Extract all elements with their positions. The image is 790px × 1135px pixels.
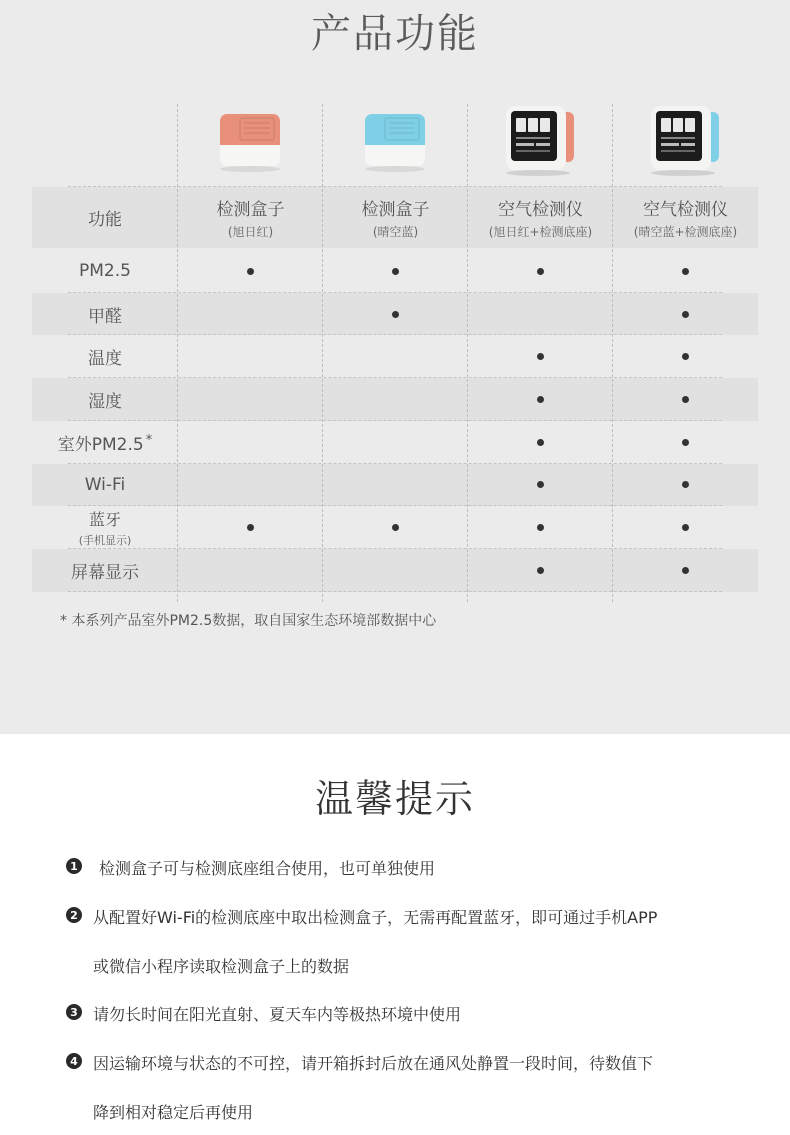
feature-name: 甲醛 [88,306,122,327]
table-footnote: * 本系列产品室外PM2.5数据，取自国家生态环境部数据中心 [60,613,437,629]
supported-dot [392,268,399,275]
grid-line [467,104,468,602]
feature-name: 室外PM2.5 * [57,432,153,455]
feature-cell [32,464,178,507]
tip-text: 从配置好Wi-Fi的检测底座中取出检测盒子，无需再配置蓝牙，即可通过手机APP [93,908,658,927]
product-name: 检测盒子 [361,200,430,220]
feature-note: (手机显示) [78,534,132,548]
table-row [32,421,758,464]
product-name: 检测盒子 [216,200,285,220]
tip-text: 请勿长时间在阳光直射、夏天车内等极热环境中使用 [93,1005,462,1024]
tips-title: 温馨提示 [314,777,475,821]
table-row [32,378,758,421]
feature-name: 温度 [88,349,122,370]
feature-cell [32,378,178,421]
supported-dot [537,481,544,488]
support-cell [613,250,758,293]
supported-dot [392,311,399,318]
tip-text: 检测盒子可与检测底座组合使用，也可单独使用 [99,859,436,878]
support-cell [178,421,323,464]
tip-number-badge: 1 [66,858,82,874]
support-cell [468,421,613,464]
support-cell [468,549,613,592]
supported-dot [682,567,689,574]
support-cell [613,464,758,507]
header-feature-label: 功能 [88,210,122,230]
tip-text: 或微信小程序读取检测盒子上的数据 [93,957,350,976]
support-cell [323,421,468,464]
support-cell [323,250,468,293]
supported-dot [537,439,544,446]
detection-box-image [214,112,286,176]
supported-dot [537,353,544,360]
supported-dot [682,481,689,488]
feature-name: Wi-Fi [84,474,126,495]
support-cell [178,464,323,507]
table-row [32,335,758,378]
table-row [32,506,758,549]
grid-line [177,104,178,602]
supported-dot [537,396,544,403]
product-header-cell [178,187,323,248]
feature-name: 湿度 [88,391,122,412]
supported-dot [682,524,689,531]
support-cell [468,464,613,507]
header-feature-cell [32,187,178,248]
tip-number-badge: 2 [66,907,82,923]
product-name: 空气检测仪 [643,200,728,220]
table-row [32,293,758,336]
support-cell [613,378,758,421]
support-cell [613,335,758,378]
feature-name: PM2.5 [79,261,131,282]
feature-cell [32,293,178,336]
air-monitor-image [647,104,723,180]
supported-dot [682,439,689,446]
support-cell [613,549,758,592]
supported-dot [682,311,689,318]
support-cell [178,549,323,592]
row-divider [68,186,722,187]
table-row [32,250,758,293]
supported-dot [682,353,689,360]
tip-number-badge: 4 [66,1053,82,1069]
support-cell [178,293,323,336]
product-header-cell [323,187,468,248]
product-variant: (晴空蓝+检测底座) [633,225,738,239]
support-cell [613,506,758,549]
air-monitor-image [502,104,578,180]
product-variant: (晴空蓝) [372,225,419,239]
feature-cell [32,335,178,378]
support-cell [323,549,468,592]
feature-cell [32,421,178,464]
feature-cell [32,250,178,293]
feature-name: 蓝牙 [88,510,121,530]
table-row [32,464,758,507]
tip-text: 降到相对稳定后再使用 [93,1103,254,1122]
support-cell [323,506,468,549]
support-cell [468,293,613,336]
supported-dot [247,524,254,531]
support-cell [178,506,323,549]
table-header-row [32,187,758,248]
footnote-marker: * [145,432,153,448]
support-cell [323,464,468,507]
support-cell [178,378,323,421]
product-header-cell [468,187,613,248]
support-cell [613,421,758,464]
support-cell [178,250,323,293]
supported-dot [537,567,544,574]
support-cell [323,293,468,336]
feature-cell [32,506,178,549]
supported-dot [537,524,544,531]
supported-dot [682,268,689,275]
support-cell [323,335,468,378]
product-header-cell [613,187,758,248]
support-cell [178,335,323,378]
tip-text: 因运输环境与状态的不可控，请开箱拆封后放在通风处静置一段时间，待数值下 [93,1054,654,1073]
detection-box-image [359,112,431,176]
grid-line [612,104,613,602]
feature-name: 屏幕显示 [71,562,139,583]
section-title: 产品功能 [311,11,479,57]
support-cell [468,250,613,293]
support-cell [468,506,613,549]
support-cell [468,378,613,421]
support-cell [613,293,758,336]
supported-dot [392,524,399,531]
product-name: 空气检测仪 [498,200,583,220]
supported-dot [537,268,544,275]
support-cell [323,378,468,421]
supported-dot [247,268,254,275]
table-row [32,549,758,592]
supported-dot [682,396,689,403]
feature-cell [32,549,178,592]
grid-line [322,104,323,602]
support-cell [468,335,613,378]
row-divider [68,591,722,592]
product-variant: (旭日红+检测底座) [488,225,593,239]
tip-number-badge: 3 [66,1004,82,1020]
product-variant: (旭日红) [227,225,274,239]
